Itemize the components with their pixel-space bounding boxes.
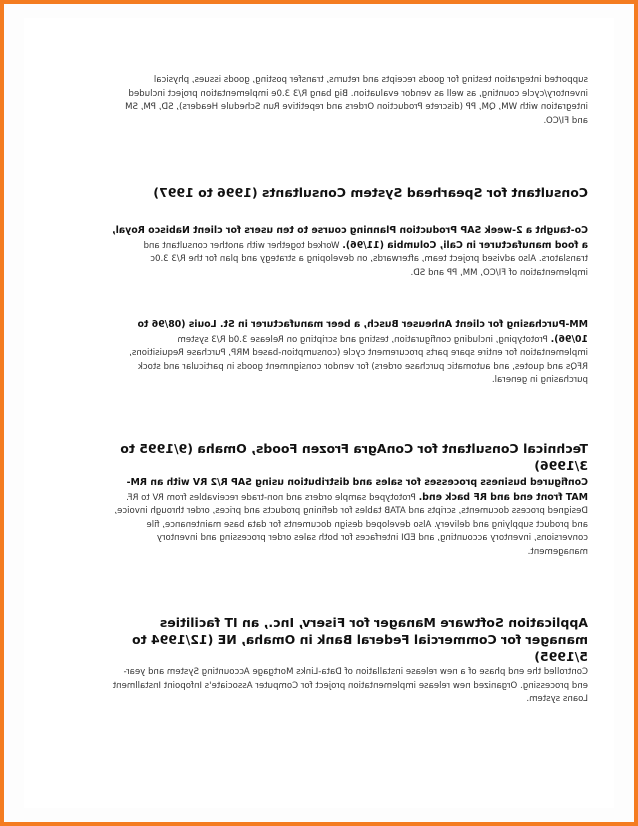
spearhead-heading: Consultant for Spearhead System Consultants (1996 to 1997) — [153, 185, 588, 200]
anheuser-body: Prototyping, including configuration, testing and scripting on Release 3.0d R/3 system implementation for entire spare parts procurement cycle (consumption-based MRP, Purchase Requisitions, RFQs and quotes, and automatic purchase orders) for vendor consignment goods in particular and stock purchasing in general. — [129, 334, 588, 385]
conagra-paragraph — [108, 476, 588, 559]
fiserv-paragraph: Controlled the end phase of a new release installation of Data-Links Mortgage Accounting System and year-end processing. Organized new release implementation project for Computer Associate's Infopoint Installment Loans system. — [112, 667, 588, 704]
fiserv-heading: Application Software Manager for Fiserv, Inc., an IT facilities manager for Commercial Federal Bank in Omaha, NE (12/1994 to 5/1995) — [132, 615, 588, 664]
conagra-heading: Technical Consultant for ConAgra Frozen Foods, Omaha (9/1995 to 3/1996) — [120, 441, 588, 473]
spearhead-body: Worked together with another consultant and translators. Also advised project team, afterwards, on developing a strategy and plan for the R/3 3.0c implementation of FI/CO, MM, PP and SD. — [143, 240, 588, 278]
anheuser-bold: MM-Purchasing for client Anheuser Busch, a beer manufacturer in St. Louis (08/96 to 10/96). — [137, 319, 588, 345]
anheuser-paragraph — [108, 318, 588, 388]
document-page — [24, 18, 614, 808]
intro-paragraph: supported integration testing for goods receipts and returns, transfer posting, goods issues, physical inventory/cycle counting, as well as vendor evaluation. Big bang R/3 3.0e implementation project included integration with WM, QM, PP (discrete Production Orders and repetitive Run Schedule Headers), SD, PM, SM and FI/CO. — [125, 75, 588, 126]
spearhead-paragraph — [108, 224, 588, 280]
conagra-body: Prototyped sample orders and non-trade receivables from RV to RF. Designed process documents, scripts and ATAB tables for defining products and prices, order through invoice, and product supplying and delivery. Also developed design documents for data base maintenance, file conversions, inventory accounting, and EDI interfaces for both sales order processing and inventory management. — [114, 492, 588, 557]
spearhead-bold: Co-taught a 2-week SAP Production Planning course to ten users for client Nabisco Royal, a food manufacturer in Cali, Columbia (11/96). — [112, 225, 588, 251]
conagra-bold: Configured business processes for sales and distribution using SAP R/2 RV with an RM-MAT front end and RF back end. — [126, 477, 588, 503]
